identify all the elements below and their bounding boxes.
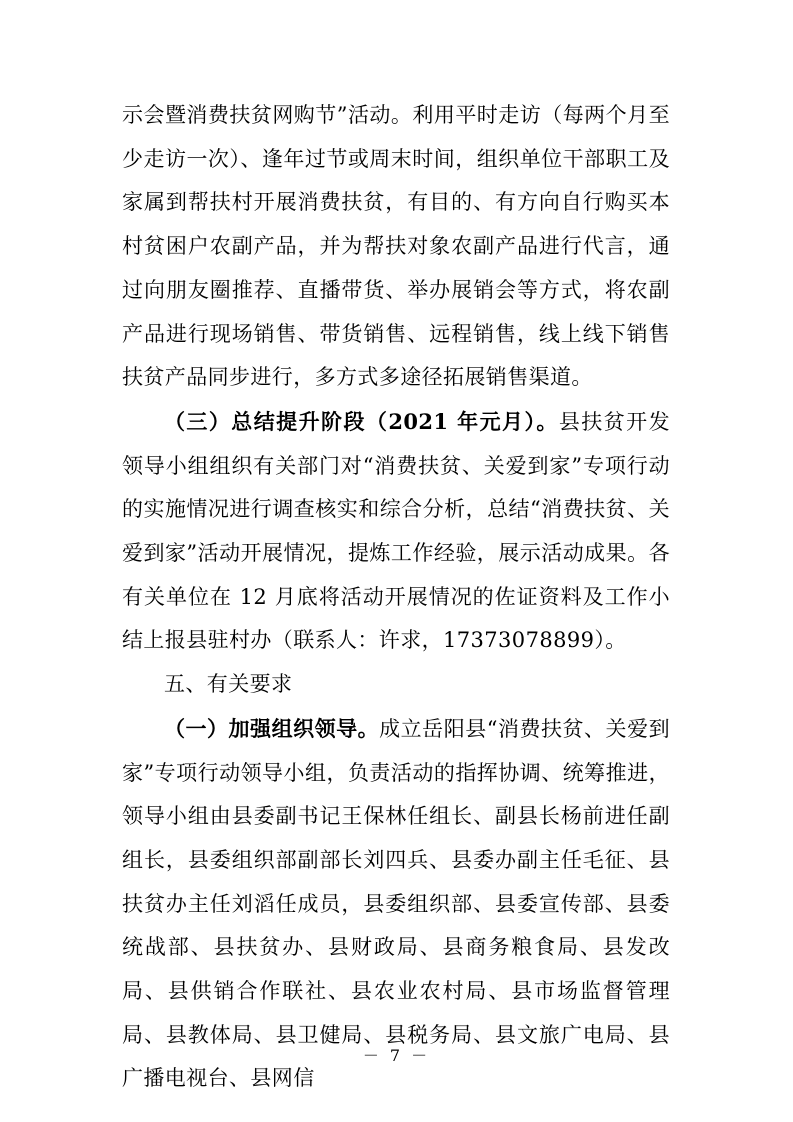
paragraph-summary-stage — [122, 400, 670, 663]
document-body — [122, 94, 670, 1101]
paragraph-text: 成立岳阳县“消费扶贫、关爱到家”专项行动领导小组，负责活动的指挥协调、统筹推进，领导小组由县委副书记王保林任组长、副县长杨前进任副组长，县委组织部副部长刘四兵、县委办副主任毛征、县扶贫办主任刘滔任成员，县委组织部、县委宣传部、县委统战部、县扶贫办、县财政局、县商务粮食局、县发改局、县供销合作联社、县农业农村局、县市场监督管理局、县教体局、县卫健局、县税务局、县文旅广电局、县广播电视台、县网信 — [122, 716, 670, 1091]
section-heading: 五、有关要求 — [164, 672, 293, 697]
paragraph-lead: （三）总结提升阶段（2021 年元月）。 — [164, 408, 559, 434]
paragraph-text: 县扶贫开发领导小组组织有关部门对“消费扶贫、关爱到家”专项行动的实施情况进行调查核实和综合分析，总结“消费扶贫、关爱到家”活动开展情况，提炼工作经验，展示活动成果。各有关单位在 12 月底将活动开展情况的佐证资料及工作小结上报县驻村办（联系人：许求，17373078899）。 — [122, 409, 671, 653]
paragraph-lead: （一）加强组织领导。 — [164, 715, 380, 741]
paragraph-text: 示会暨消费扶贫网购节”活动。利用平时走访（每两个月至少走访一次）、逢年过节或周末时间，组织单位干部职工及家属到帮扶村开展消费扶贫，有目的、有方向自行购买本村贫困户农副产品，并为帮扶对象农副产品进行代言，通过向朋友圈推荐、直播带货、举办展销会等方式，将农副产品进行现场销售、带货销售、远程销售，线上线下销售扶贫产品同步进行，多方式多途径拓展销售渠道。 — [122, 103, 670, 390]
paragraph-sales-activities — [122, 94, 670, 400]
page-number: － 7 － — [362, 1046, 431, 1065]
